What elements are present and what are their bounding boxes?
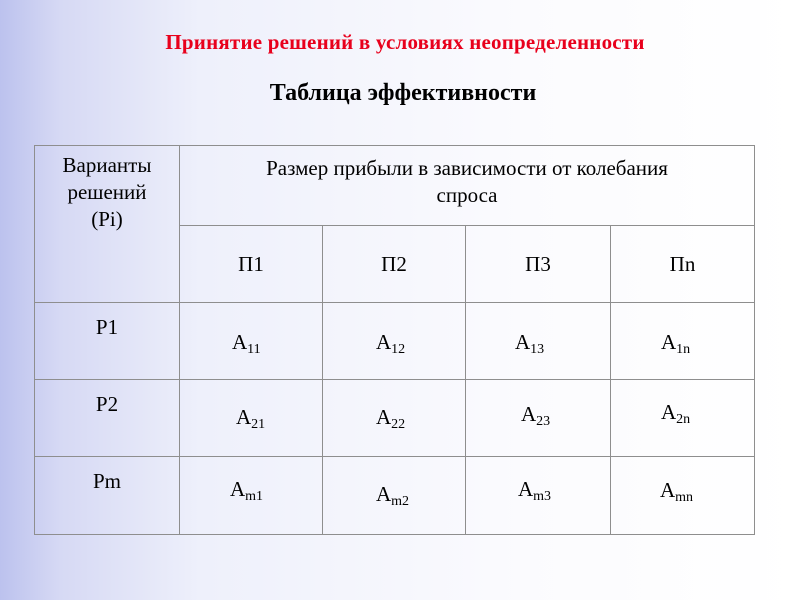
header-profit-line-1: Размер прибыли в зависимости от колебания bbox=[266, 156, 668, 180]
cell-value: $A_{m2}$ bbox=[376, 482, 410, 509]
row-label: P1 bbox=[35, 303, 180, 380]
row-label: Pm bbox=[35, 457, 180, 535]
table-cell bbox=[466, 380, 611, 457]
efficiency-table bbox=[34, 145, 755, 535]
cell-value: $A_{12}$ bbox=[376, 330, 406, 357]
table-row bbox=[35, 457, 755, 535]
column-header-p3: П3 bbox=[466, 226, 611, 303]
header-profit-line-2: спроса bbox=[436, 183, 498, 207]
column-header-pn: Пn bbox=[611, 226, 755, 303]
cell-value: $A_{2n}$ bbox=[661, 400, 691, 427]
cell-value: $A_{m1}$ bbox=[230, 477, 264, 504]
table-cell bbox=[323, 303, 466, 380]
header-options bbox=[35, 146, 180, 303]
header-options-line-2: решений bbox=[67, 180, 147, 204]
slide-title: Принятие решений в условиях неопределенности bbox=[165, 30, 645, 54]
table-cell bbox=[323, 457, 466, 535]
table-cell bbox=[180, 380, 323, 457]
table-title: Таблица эффективности bbox=[269, 80, 537, 106]
column-header-p1: П1 bbox=[180, 226, 323, 303]
cell-value: $A_{m3}$ bbox=[518, 477, 552, 504]
cell-value: $A_{mn}$ bbox=[660, 478, 694, 505]
header-options-line-3: (Pi) bbox=[91, 207, 123, 231]
cell-value: $A_{13}$ bbox=[515, 330, 545, 357]
cell-value: $A_{21}$ bbox=[236, 405, 266, 432]
table-cell bbox=[323, 380, 466, 457]
cell-value: $A_{11}$ bbox=[232, 330, 261, 357]
table-cell bbox=[611, 380, 755, 457]
table-cell bbox=[611, 303, 755, 380]
column-header-p2: П2 bbox=[323, 226, 466, 303]
table-cell bbox=[466, 457, 611, 535]
table-row bbox=[35, 380, 755, 457]
cell-value: $A_{23}$ bbox=[521, 402, 551, 429]
header-profit bbox=[180, 146, 755, 226]
table-cell bbox=[466, 303, 611, 380]
table-cell bbox=[180, 303, 323, 380]
table-row bbox=[35, 303, 755, 380]
cell-value: $A_{1n}$ bbox=[661, 330, 691, 357]
cell-value: $A_{22}$ bbox=[376, 405, 406, 432]
table-cell bbox=[180, 457, 323, 535]
header-options-line-1: Варианты bbox=[62, 153, 152, 177]
table-cell bbox=[611, 457, 755, 535]
row-label: P2 bbox=[35, 380, 180, 457]
